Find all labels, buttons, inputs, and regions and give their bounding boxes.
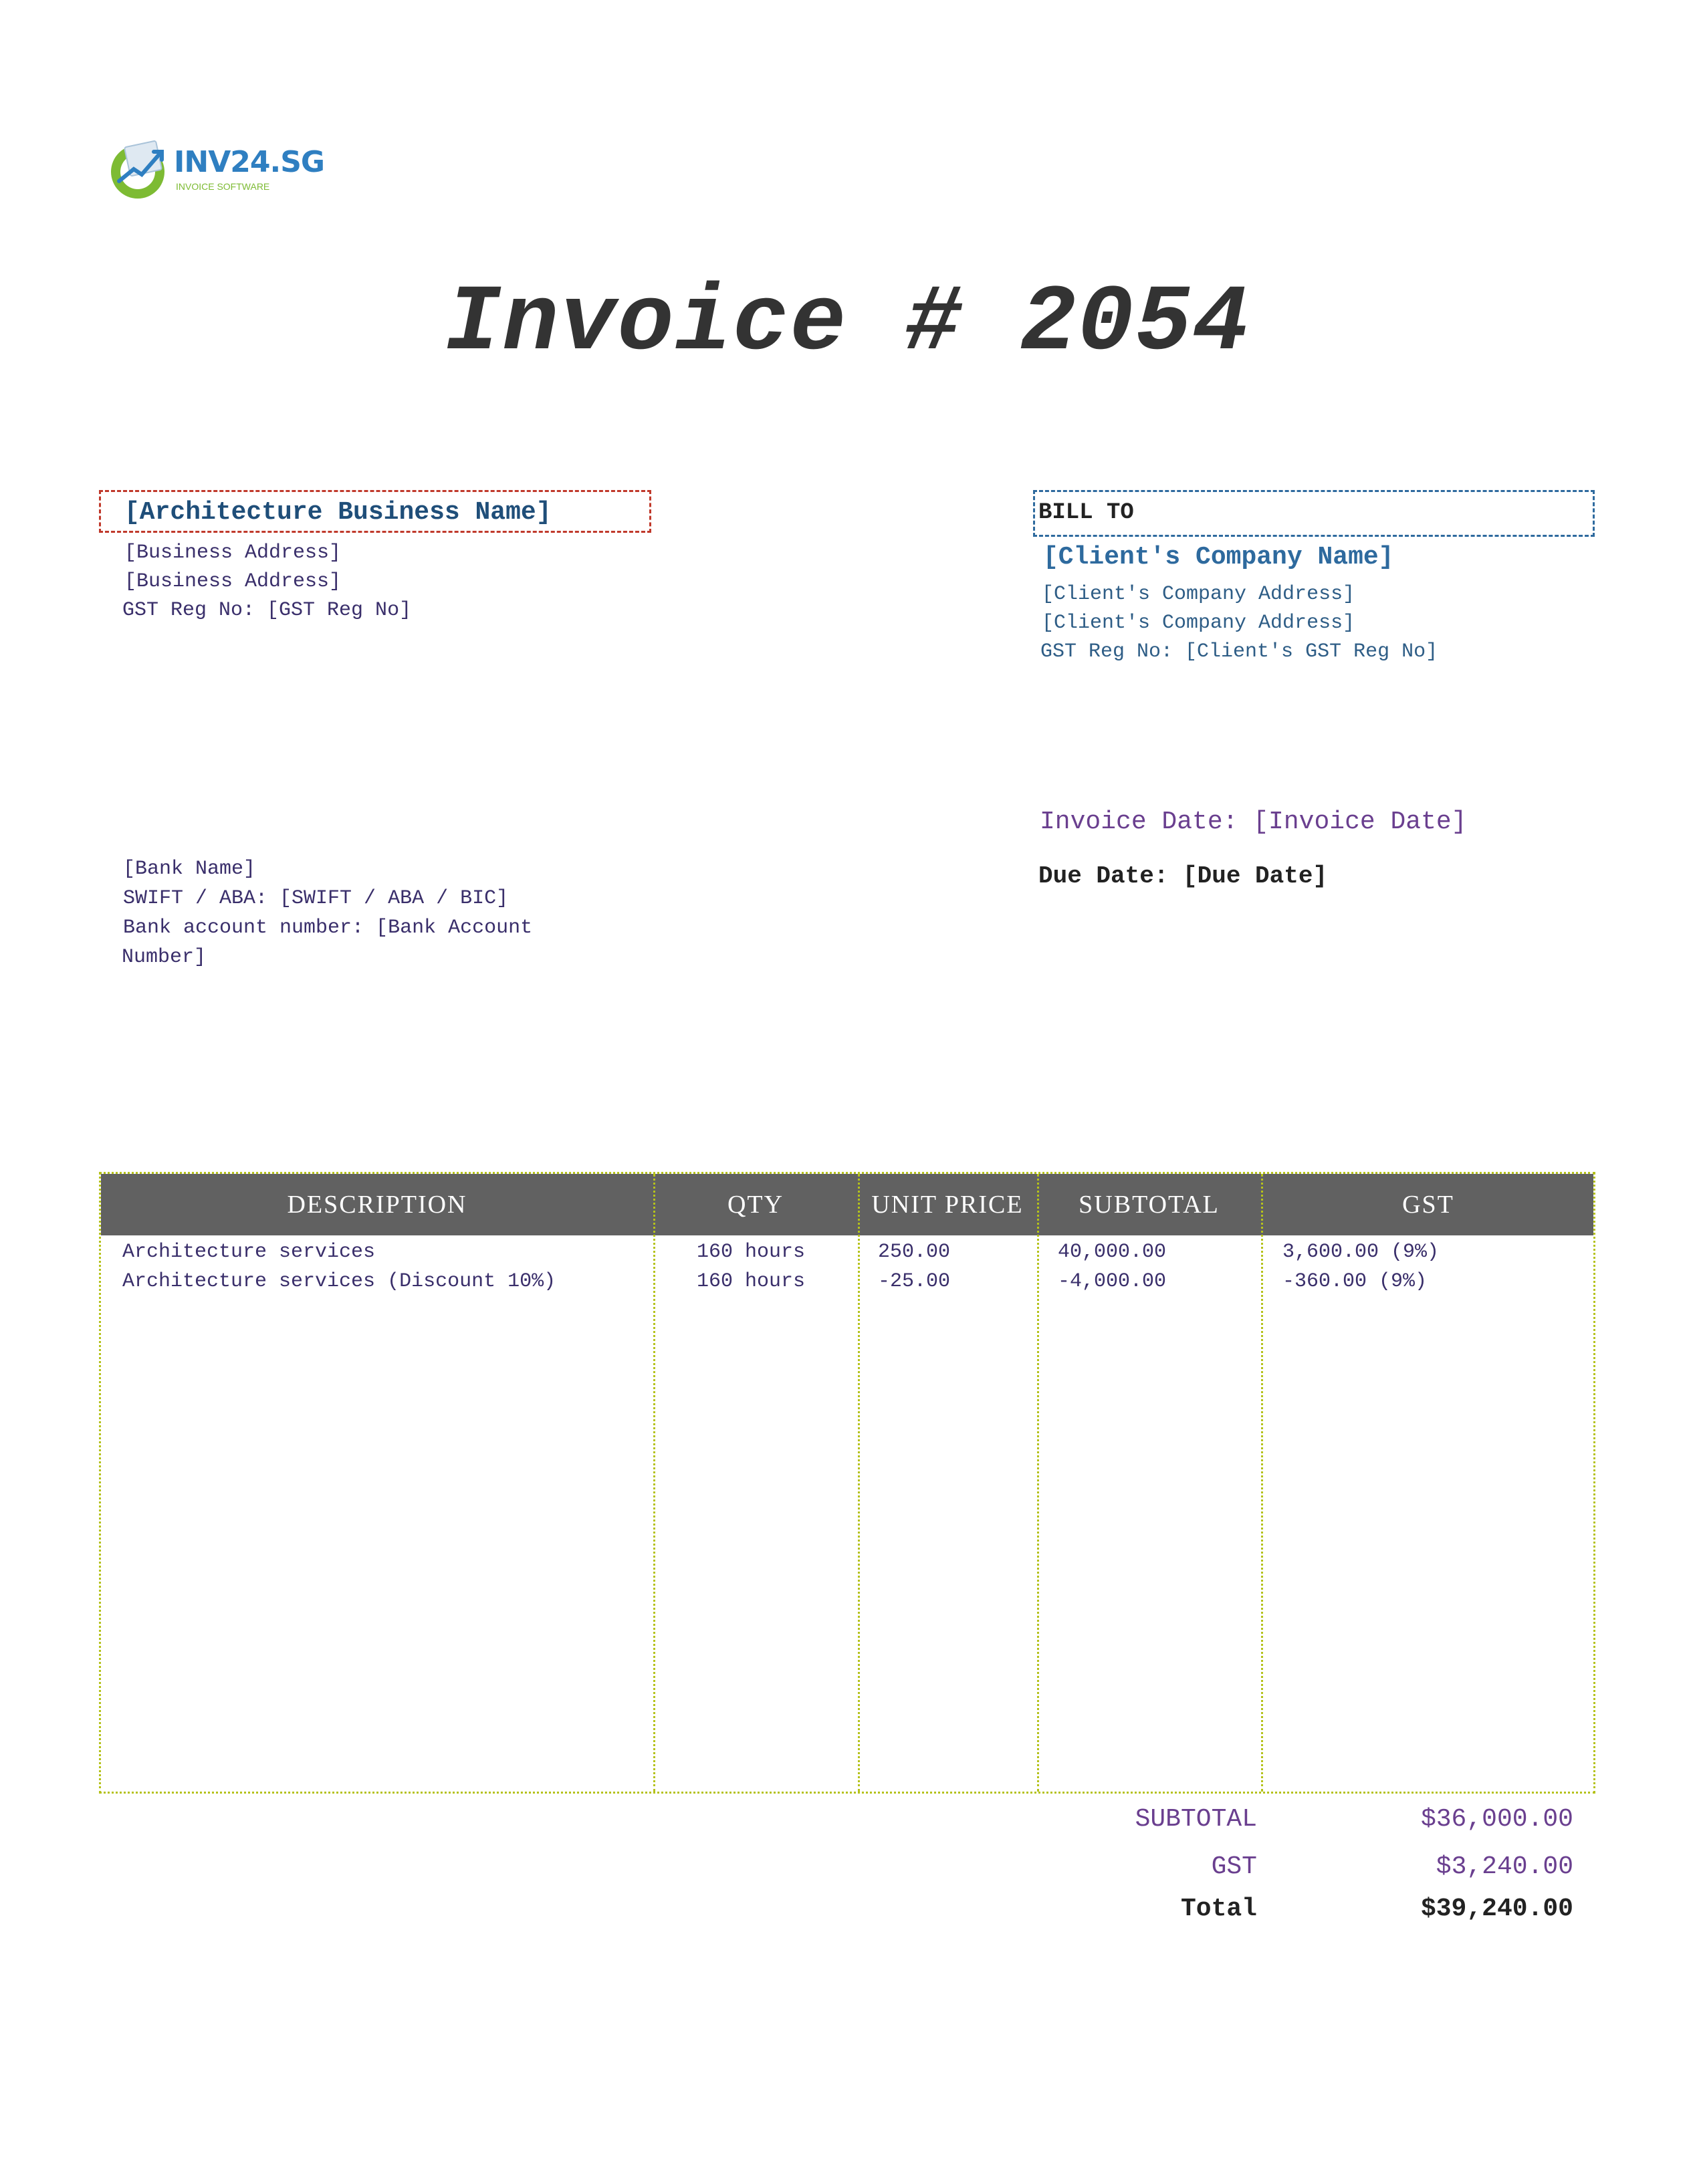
due-date: Due Date: [Due Date]	[1038, 862, 1328, 890]
bank-account-line-2: Number]	[122, 946, 207, 969]
row-2-gst: -360.00 (9%)	[1282, 1270, 1428, 1293]
header-subtotal: SUBTOTAL	[1079, 1191, 1220, 1219]
column-divider	[1037, 1174, 1039, 1792]
column-divider	[653, 1174, 655, 1792]
row-1-subtotal: 40,000.00	[1058, 1241, 1167, 1263]
client-company-name: [Client's Company Name]	[1043, 543, 1394, 572]
row-2-description: Architecture services (Discount 10%)	[122, 1270, 556, 1293]
line-items-table	[99, 1172, 1595, 1794]
bank-account-line-1: Bank account number: [Bank Account	[123, 917, 533, 939]
column-divider	[858, 1174, 860, 1792]
gst-total-value: $3,240.00	[1436, 1852, 1573, 1881]
gst-total-label: GST	[1211, 1852, 1257, 1881]
business-gst-reg: GST Reg No: [GST Reg No]	[122, 599, 412, 622]
invoice-title: Invoice # 2054	[445, 271, 1250, 377]
client-gst-reg: GST Reg No: [Client's GST Reg No]	[1040, 640, 1438, 663]
grand-total-value: $39,240.00	[1420, 1895, 1573, 1923]
logo-mark-icon	[107, 137, 171, 201]
business-address-2: [Business Address]	[124, 570, 342, 593]
logo-tagline: INVOICE SOFTWARE	[176, 181, 270, 192]
row-1-unit-price: 250.00	[878, 1241, 951, 1263]
subtotal-label: SUBTOTAL	[1135, 1805, 1257, 1834]
row-1-qty: 160 hours	[697, 1241, 806, 1263]
row-1-description: Architecture services	[122, 1241, 376, 1263]
row-2-subtotal: -4,000.00	[1058, 1270, 1167, 1293]
company-logo	[107, 137, 324, 204]
logo-brand-text: INV24.SG	[174, 145, 324, 179]
client-address-1: [Client's Company Address]	[1042, 583, 1355, 606]
table-header	[101, 1174, 1593, 1235]
header-gst: GST	[1402, 1191, 1454, 1219]
business-address-1: [Business Address]	[124, 541, 342, 564]
grand-total-label: Total	[1180, 1895, 1257, 1923]
row-2-unit-price: -25.00	[878, 1270, 951, 1293]
bank-swift: SWIFT / ABA: [SWIFT / ABA / BIC]	[123, 887, 509, 910]
bill-to-heading: BILL TO	[1038, 500, 1134, 525]
header-unit-price: UNIT PRICE	[871, 1191, 1024, 1219]
row-2-qty: 160 hours	[697, 1270, 806, 1293]
column-divider	[1261, 1174, 1263, 1792]
bank-name: [Bank Name]	[123, 858, 256, 880]
business-name: [Architecture Business Name]	[124, 498, 552, 527]
subtotal-value: $36,000.00	[1420, 1805, 1573, 1834]
header-description: DESCRIPTION	[287, 1191, 467, 1219]
row-1-gst: 3,600.00 (9%)	[1282, 1241, 1440, 1263]
invoice-date: Invoice Date: [Invoice Date]	[1040, 808, 1467, 836]
header-qty: QTY	[727, 1191, 784, 1219]
client-address-2: [Client's Company Address]	[1042, 612, 1355, 634]
